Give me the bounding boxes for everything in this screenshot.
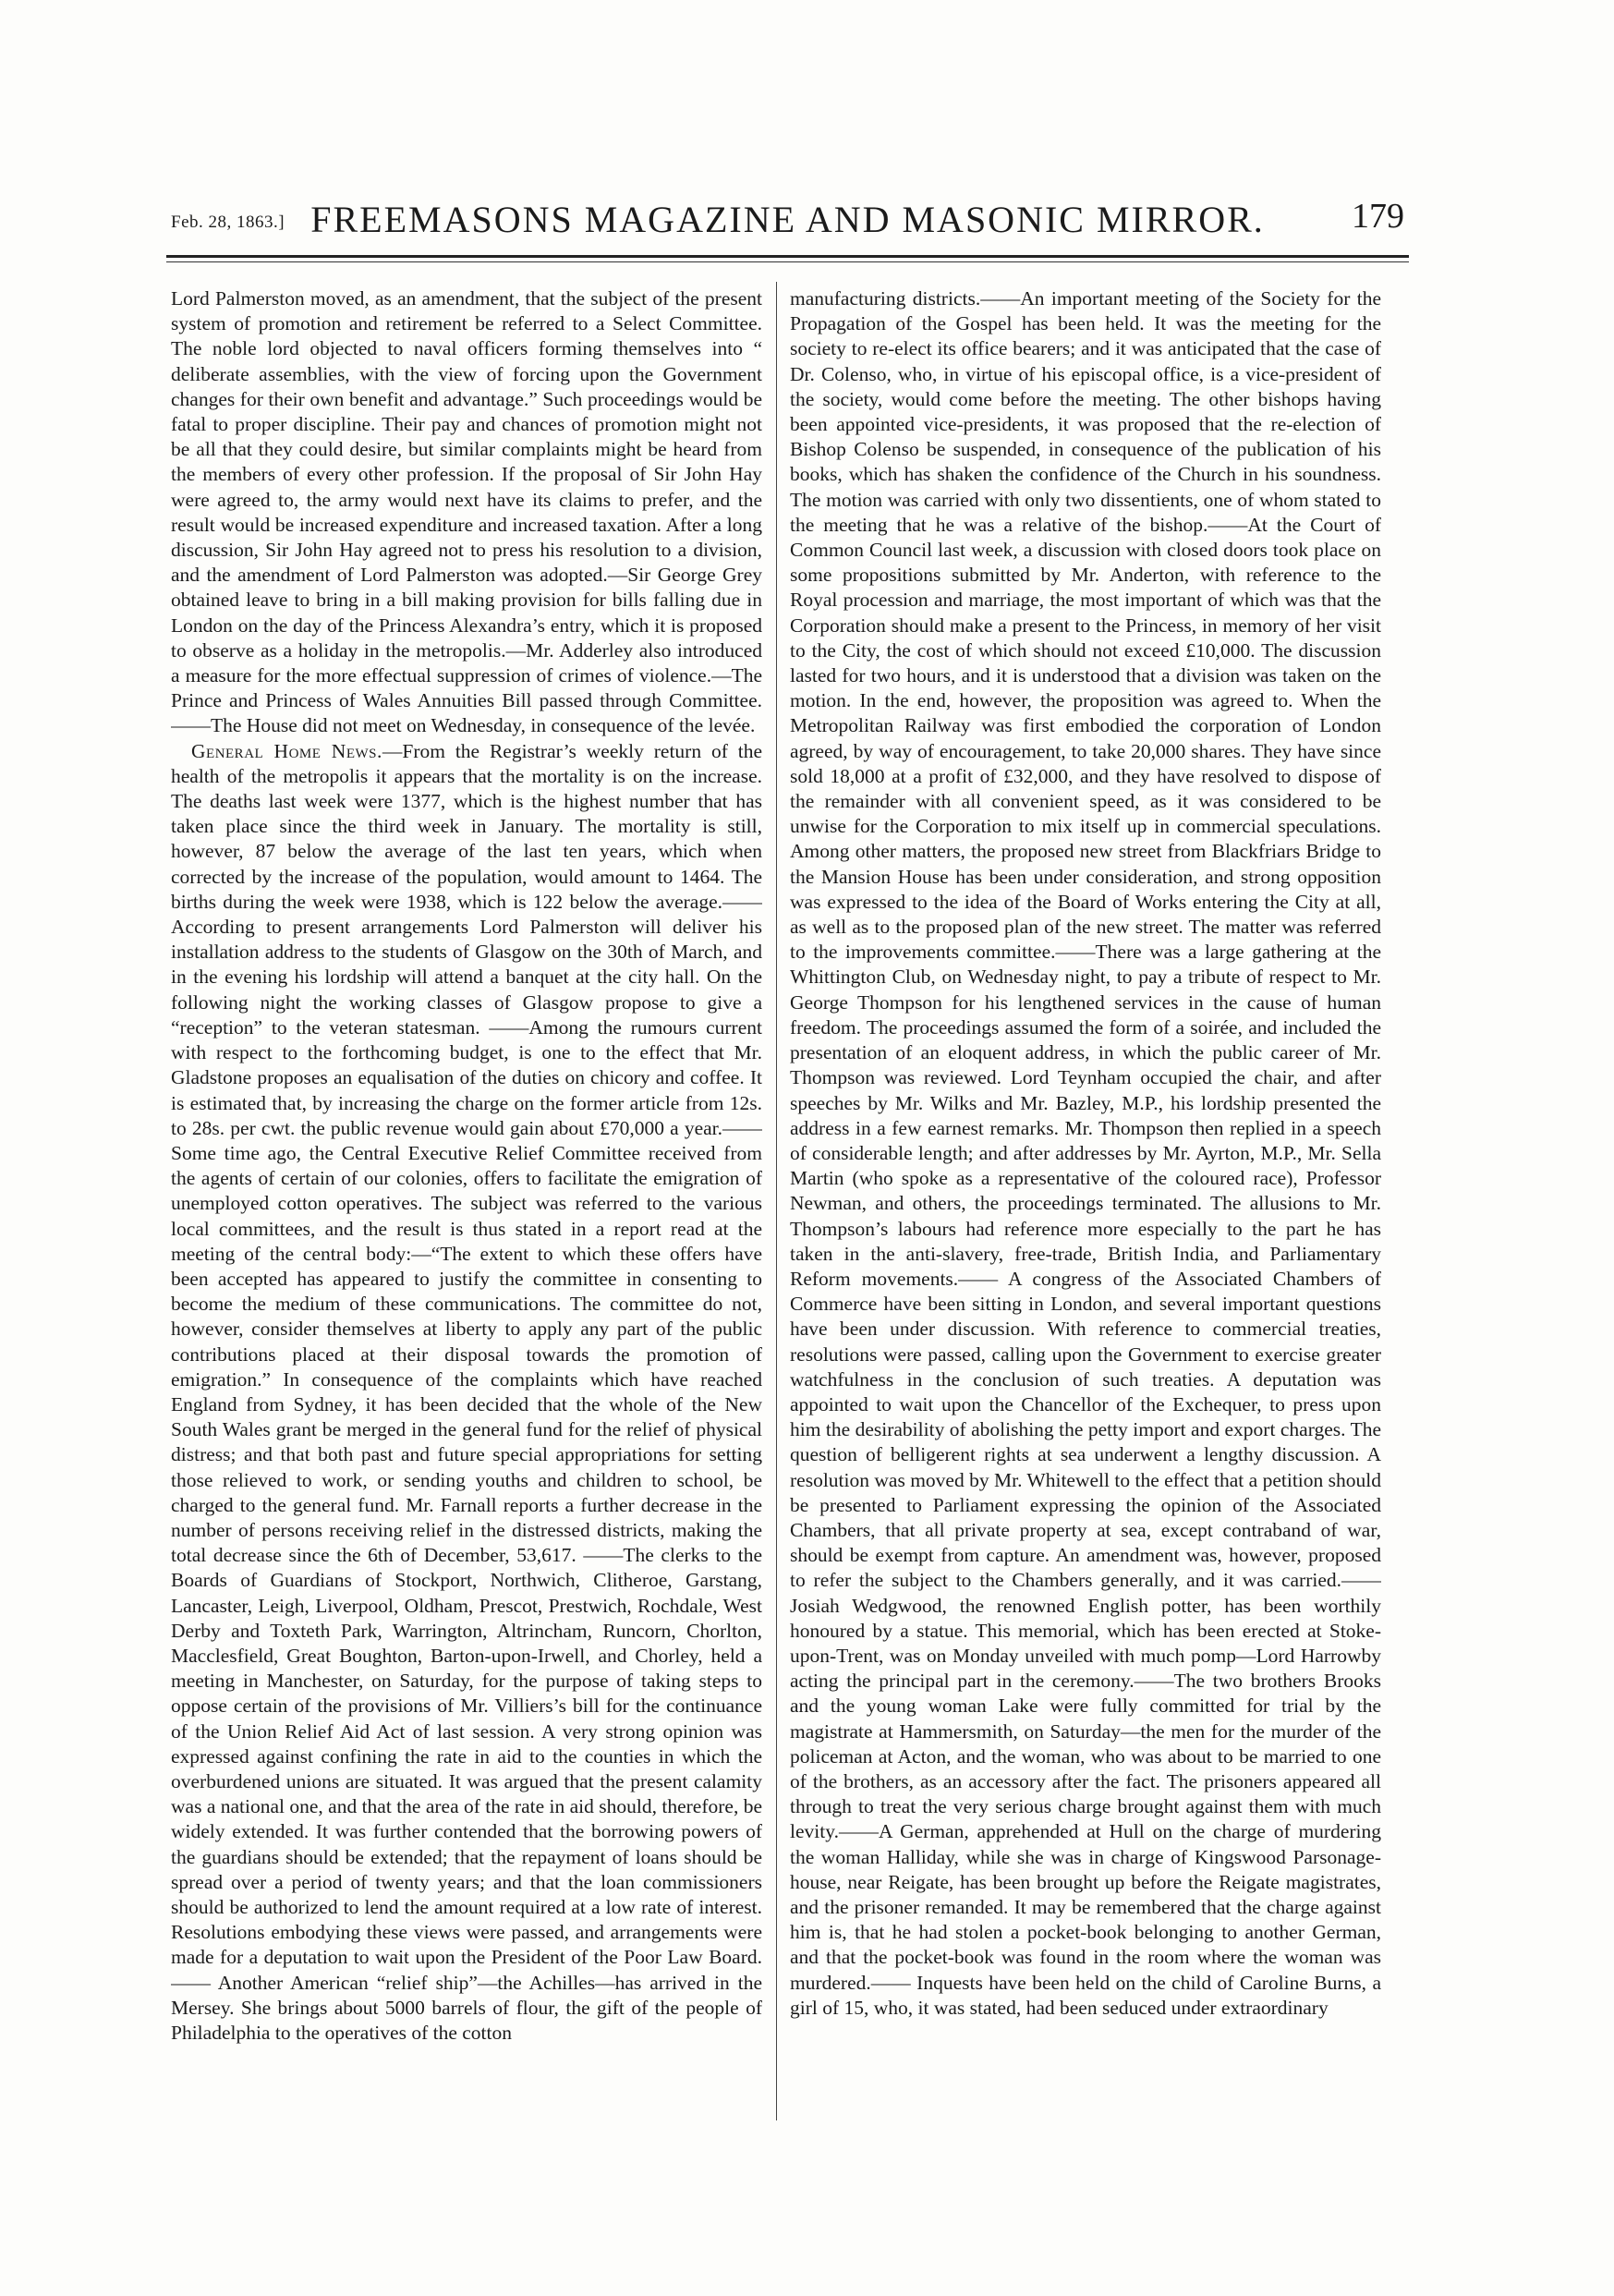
header-rule-thin	[166, 261, 1409, 262]
column-divider	[776, 282, 777, 2120]
article-paragraph	[171, 739, 762, 2047]
article-paragraph: Lord Palmerston moved, as an amendment, that the subject of the present system of promotion and retirement be referred to a Select Committee. The noble lord objected to naval officers forming themselves into “ deliberate assemblies, with the view of forcing upon the Government changes for their own benefit and advantage.” Such proceedings would be fatal to proper discipline. Their pay and chances of promotion might not be all that they could desire, but similar complaints might be heard from the members of every other profession. If the proposal of Sir John Hay were agreed to, the army would next have its claims to prefer, and the result would be increased expenditure and increased taxation. After a long discussion, Sir John Hay agreed not to press his resolution to a division, and the amendment of Lord Palmerston was adopted.—Sir George Grey obtained leave to bring in a bill making provision for bills falling due in London on the day of the Princess Alexandra’s entry, which it is proposed to observe as a holiday in the metropolis.—Mr. Adderley also introduced a measure for the more effectual suppression of crimes of violence.—The Prince and Princess of Wales Annuities Bill passed through Committee. ——The House did not meet on Wednesday, in consequence of the levée.	[171, 287, 762, 737]
left-column	[171, 286, 762, 2125]
publication-title: FREEMASONS MAGAZINE AND MASONIC MIRROR.	[310, 199, 1265, 240]
page-number: 179	[1352, 197, 1404, 236]
article-paragraph: manufacturing districts.——An important meeting of the Society for the Propagation of the Gospel has been held. It was the meeting for the society to re-elect its office bearers; and it was anticipated that the case of Dr. Colenso, who, in virtue of his episcopal office, is a vice-president of the society, would come before the meeting. The other bishops having been appointed vice-presidents, it was proposed that the re-election of Bishop Colenso be suspended, in consequence of the publication of his books, which has shaken the confidence of the Church in his soundness. The motion was carried with only two dissentients, one of whom stated to the meeting that he was a relative of the bishop.——At the Court of Common Council last week, a discussion with closed doors took place on some propositions submitted by Mr. Anderton, with reference to the Royal procession and marriage, the most important of which was that the Corporation should make a present to the Princess, in memory of her visit to the City, the cost of which should not exceed £10,000. The discussion lasted for two hours, and it is understood that a division was taken on the motion. In the end, however, the proposition was agreed to. When the Metropolitan Railway was first embodied the corporation of London agreed, by way of encouragement, to take 20,000 shares. They have since sold 18,000 at a profit of £32,000, and they have resolved to dispose of the remainder with all convenient speed, as it was considered to be unwise for the Corporation to mix itself up in commercial speculations. Among other matters, the proposed new street from Blackfriars Bridge to the Mansion House has been under consideration, and strong opposition was expressed to the idea of the Board of Works entering the City at all, as well as to the proposed plan of the new street. The matter was referred to the improvements committee.——There was a large gathering at the Whittington Club, on Wednesday night, to pay a tribute of respect to Mr. George Thompson for his lengthened services in the cause of human freedom. The proceedings assumed the form of a soirée, and included the presentation of an eloquent address, in which the public career of Mr. Thompson was reviewed. Lord Teynham occupied the chair, and after speeches by Mr. Wilks and Mr. Bazley, M.P., his lordship presented the address in a few earnest remarks. Mr. Thompson then replied in a speech of considerable length; and after addresses by Mr. Ayrton, M.P., Mr. Sella Martin (who spoke as a representative of the coloured race), Professor Newman, and others, the proceedings terminated. The allusions to Mr. Thompson’s labours had reference more especially to the part he has taken in the anti-slavery, free-trade, British India, and Parliamentary Reform movements.—— A congress of the Associated Chambers of Commerce have been sitting in London, and several important questions have been under discussion. With reference to commercial treaties, resolutions were passed, calling upon the Government to exercise greater watchfulness in the conclusion of such treaties. A deputation was appointed to wait upon the Chancellor of the Exchequer, to press upon him the desirability of abolishing the petty import and export charges. The question of belligerent rights at sea underwent a lengthy discussion. A resolution was moved by Mr. Whitewell to the effect that a petition should be presented to Parliament expressing the opinion of the Associated Chambers, that all private property at sea, except contraband of war, should be exempt from capture. An amendment was, however, proposed to refer the subject to the Chambers generally, and it was carried.——Josiah Wedgwood, the renowned English potter, has been worthily honoured by a statue. This memorial, which has been erected at Stoke-upon-Trent, was on Monday unveiled with much pomp—Lord Harrowby acting the principal part in the ceremony.——The two brothers Brooks and the young woman Lake were fully committed for trial by the magistrate at Hammersmith, on Saturday—the men for the murder of the policeman at Acton, and the woman, who was about to be married to one of the brothers, as an accessory after the fact. The prisoners appeared all through to treat the very serious charge brought against them with much levity.——A German, apprehended at Hull on the charge of murdering the woman Halliday, while she was in charge of Kingswood Parsonage-house, near Reigate, has been brought up before the Reigate magistrates, and the prisoner remanded. It may be remembered that the charge against him is, that he had stolen a pocket-book belonging to another German, and that the pocket-book was found in the room where the woman was murdered.—— Inquests have been held on the child of Caroline Burns, a girl of 15, who, it was stated, had been seduced under extraordinary	[790, 287, 1381, 2019]
header-rule-thick	[166, 255, 1409, 258]
right-column	[790, 286, 1381, 2125]
issue-date: Feb. 28, 1863.]	[171, 213, 285, 232]
paragraph-text: —From the Registrar’s weekly return of the health of the metropolis it appears that the mortality is on the increase. The deaths last week were 1377, which is the highest number that has taken place since the third week in January. The mortality is still, however, 87 below the average of the last ten years, which when corrected by the increase of the population, would amount to 1464. The births during the week were 1938, which is 122 below the average.——According to present arrangements Lord Palmerston will deliver his installation address to the students of Glasgow on the 30th of March, and in the evening his lordship will attend a banquet at the city hall. On the following night the working classes of Glasgow propose to give a “reception” to the veteran statesman. ——Among the rumours current with respect to the forthcoming budget, is one to the effect that Mr. Gladstone proposes an equalisation of the duties on chicory and coffee. It is estimated that, by increasing the charge on the former article from 12s. to 28s. per cwt. the public revenue would gain about £70,000 a year.——Some time ago, the Central Executive Relief Committee received from the agents of certain of our colonies, offers to facilitate the emigration of unemployed cotton operatives. The subject was referred to the various local committees, and the result is thus stated in a report read at the meeting of the central body:—“The extent to which these offers have been accepted has appeared to justify the committee in consenting to become the medium of these communications. The committee do not, however, consider themselves at liberty to apply any part of the public contributions placed at their disposal towards the promotion of emigration.” In consequence of the complaints which have reached England from Sydney, it has been decided that the whole of the New South Wales grant be merged in the general fund for the relief of physical distress; and that both past and future special appropriations for setting those relieved to work, or sending youths and children to school, be charged to the general fund. Mr. Farnall reports a further decrease in the number of persons receiving relief in the distressed districts, making the total decrease since the 6th of December, 53,617. ——The clerks to the Boards of Guardians of Stockport, Northwich, Clitheroe, Garstang, Lancaster, Leigh, Liverpool, Oldham, Prescot, Prestwich, Rochdale, West Derby and Toxteth Park, Warrington, Altrincham, Runcorn, Chorlton, Macclesfield, Great Boughton, Barton-upon-Irwell, and Chorley, held a meeting in Manchester, on Saturday, for the purpose of taking steps to oppose certain of the provisions of Mr. Villiers’s bill for the continuance of the Union Relief Aid Act of last session. A very strong opinion was expressed against confining the rate in aid to the counties in which the overburdened unions are situated. It was argued that the present calamity was a national one, and that the area of the rate in aid should, therefore, be widely extended. It was further contended that the borrowing powers of the guardians should be extended; that the repayment of loans should be spread over a period of twenty years; and that the loan commissioners should be authorized to lend the amount required at a low rate of interest. Resolutions embodying these views were passed, and arrangements were made for a deputation to wait upon the President of the Poor Law Board.—— Another American “relief ship”—the Achilles—has arrived in the Mersey. She brings about 5000 barrels of flour, the gift of the people of Philadelphia to the operatives of the cotton	[171, 739, 762, 2045]
section-heading: General Home News.	[191, 739, 382, 762]
masthead	[171, 192, 1404, 244]
